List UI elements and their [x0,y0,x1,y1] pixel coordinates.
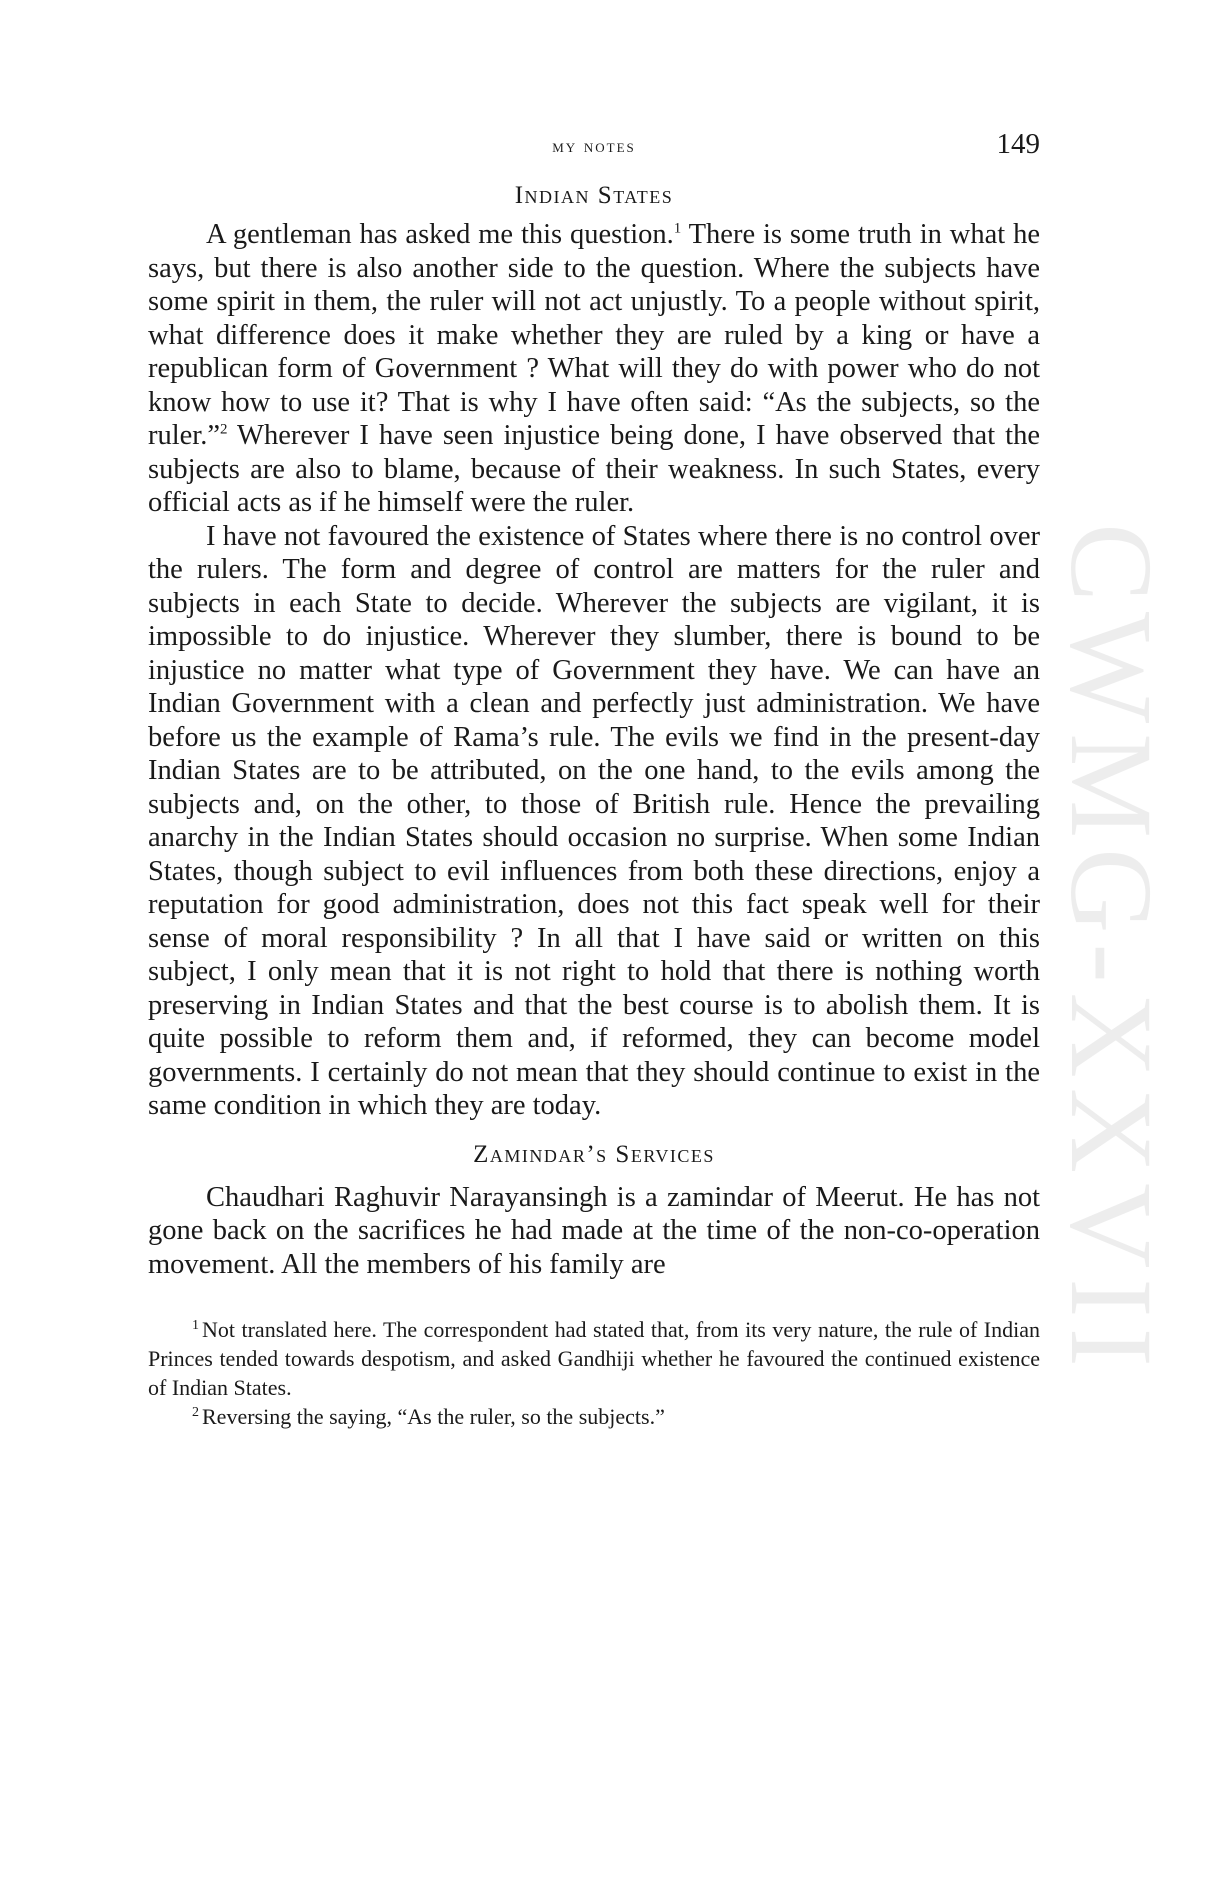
footnote-ref-2: 2 [220,421,228,438]
paragraph-text: A gentleman has asked me this question. [206,219,674,250]
section-title-indian-states: Indian States [514,182,674,209]
footnote-ref-1: 1 [673,220,682,237]
paragraph-indian-states-2: I have not favoured the existence of States where there is no control over the rulers. The form and degree of control are matters for the ruler and subjects in each State to decide. Wherever the subjects are vigilant, it is impossible to do injustice. Wherever they slumber, there is bound to be injustice no matter what type of Government they have. We can have an Indian Government with a clean and perfectly just administration. We have before us the example of Rama’s rule. The evils we find in the present-day Indian States are to be attributed, on the one hand, to the evils among the subjects and, on the other, to those of British rule. Hence the prevailing anarchy in the Indian States should occasion no surprise. When some Indian States, though subject to evil influences from both these directions, enjoy a reputation for good administration, does not this fact speak well for their sense of moral responsibility ? In all that I have said or written on this subject, I only mean that it is not right to hold that there is nothing worth preserving in Indian States and that the best course is to abolish them. It is quite possible to reform them and, if reformed, they can become model governments. I certainly do not mean that they should continue to exist in the same condition in which they are today. [148,520,1040,1121]
footnote-text: Not translated here. The correspondent had stated that, from its very nature, the rule of Indian Princes tended towards despotism, and asked Gandhiji whether he favoured the continued existence of Indian States. [148,1317,1040,1400]
page [148,128,1040,1431]
footnote-1 [148,1315,1040,1402]
footnote-mark: 2 [192,1404,199,1420]
paragraph-indian-states-1 [148,218,1040,520]
paragraph-zamindars-services-1: Chaudhari Raghuvir Narayansingh is a zamindar of Meerut. He has not gone back on the sacrifices he had made at the time of the non-co-operation movement. All the members of his family are [148,1181,1040,1280]
watermark [1046,420,1177,1480]
section-title-zamindars-services: Zamindar’s Services [473,1140,715,1168]
watermark-text: CWMG-XXVII [1046,523,1177,1377]
paragraph-text: There is some truth in what he says, but there is also another side to the question. Where the subjects have some spirit in them, the ruler will not act unjustly. To a people without spirit, what difference does it make whether they are ruled by a king or have a republican form of Government ? What will they do with power who do not know how to use it? That is why I have often said: “As the subjects, so the ruler.” [148,219,1040,451]
running-head [148,128,1040,168]
footnote-2 [148,1402,1040,1431]
footnote-text: Reversing the saying, “As the ruler, so the subjects.” [202,1404,665,1429]
paragraph-text: Wherever I have seen injustice being done, I have observed that the subjects are also to blame, because of their weakness. In such States, every official acts as if he himself were the ruler. [148,420,1040,518]
running-title: my notes [552,136,636,157]
footnotes [148,1315,1040,1431]
page-number: 149 [996,128,1040,160]
footnote-mark: 1 [192,1317,199,1333]
